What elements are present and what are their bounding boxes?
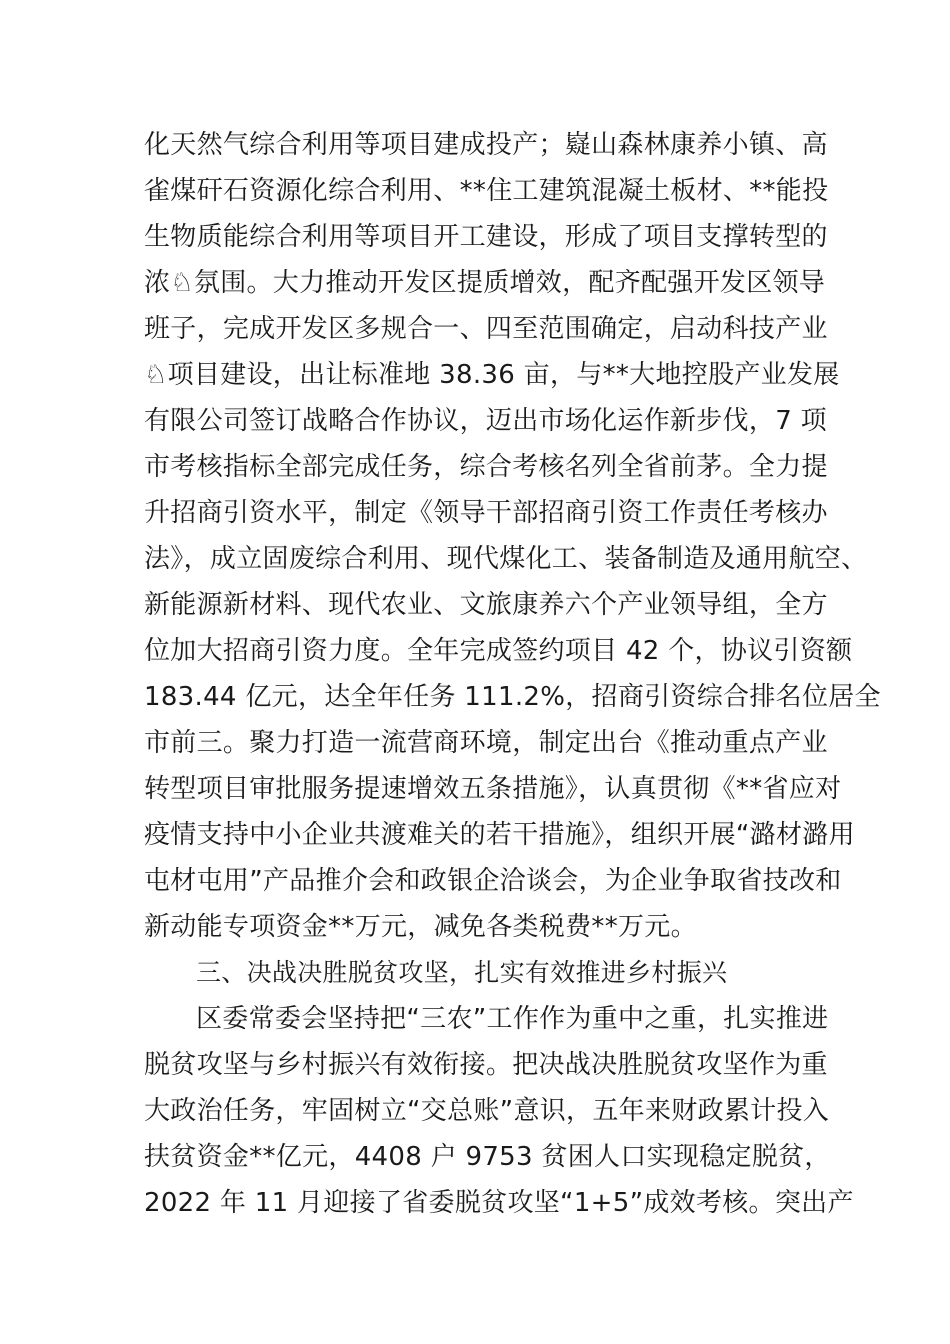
- body-text-line: 法》，成立固废综合利用、现代煤化工、装备制造及通用航空、: [144, 544, 868, 574]
- body-text-line: 区委常委会坚持把“三农”工作作为重中之重，扎实推进: [196, 1004, 829, 1034]
- body-text-line: 有限公司签订战略合作协议，迈出市场化运作新步伐，7 项: [144, 406, 827, 436]
- body-text-line: 升招商引资水平，制定《领导干部招商引资工作责任考核办: [144, 498, 828, 528]
- body-text-line: 市考核指标全部完成任务，综合考核名列全省前茅。全力提: [144, 452, 828, 482]
- body-text-line: 屯材屯用”产品推介会和政银企洽谈会，为企业争取省技改和: [144, 866, 842, 896]
- body-text-line: 新动能专项资金**万元，减免各类税费**万元。: [144, 912, 697, 942]
- body-text-line: 转型项目审批服务提速增效五条措施》，认真贯彻《**省应对: [144, 774, 842, 804]
- body-text-line: 2022 年 11 月迎接了省委脱贫攻坚“1+5”成效考核。突出产: [144, 1188, 854, 1218]
- body-text-line: 雀煤矸石资源化综合利用、**住工建筑混凝土板材、**能投: [144, 176, 829, 206]
- body-text-line: 脱贫攻坚与乡村振兴有效衔接。把决战决胜脱贫攻坚作为重: [144, 1050, 828, 1080]
- body-text-line: 市前三。聚力打造一流营商环境，制定出台《推动重点产业: [144, 728, 828, 758]
- body-text-line: 183.44 亿元，达全年任务 111.2%，招商引资综合排名位居全: [144, 682, 881, 712]
- body-text-line: 位加大招商引资力度。全年完成签约项目 42 个，协议引资额: [144, 636, 853, 666]
- section-heading: 三、决战决胜脱贫攻坚，扎实有效推进乡村振兴: [196, 958, 728, 987]
- body-text-line: 化天然气综合利用等项目建成投产；嶷山森林康养小镇、高: [144, 130, 828, 160]
- body-text-line: 大政治任务，牢固树立“交总账”意识，五年来财政累计投入: [144, 1096, 830, 1126]
- body-text-line: 浓♘氛围。大力推动开发区提质增效，配齐配强开发区领导: [144, 268, 826, 298]
- body-text-line: 生物质能综合利用等项目开工建设，形成了项目支撑转型的: [144, 222, 828, 252]
- body-text-line: 疫情支持中小企业共渡难关的若干措施》，组织开展“潞材潞用: [144, 820, 855, 850]
- body-text-line: 扶贫资金**亿元，4408 户 9753 贫困人口实现稳定脱贫，: [144, 1142, 831, 1172]
- body-text-line: 班子，完成开发区多规合一、四至范围确定，启动科技产业: [144, 314, 828, 344]
- body-text-line: ♘项目建设，出让标准地 38.36 亩，与**大地控股产业发展: [144, 360, 840, 390]
- body-text-line: 新能源新材料、现代农业、文旅康养六个产业领导组，全方: [144, 590, 828, 620]
